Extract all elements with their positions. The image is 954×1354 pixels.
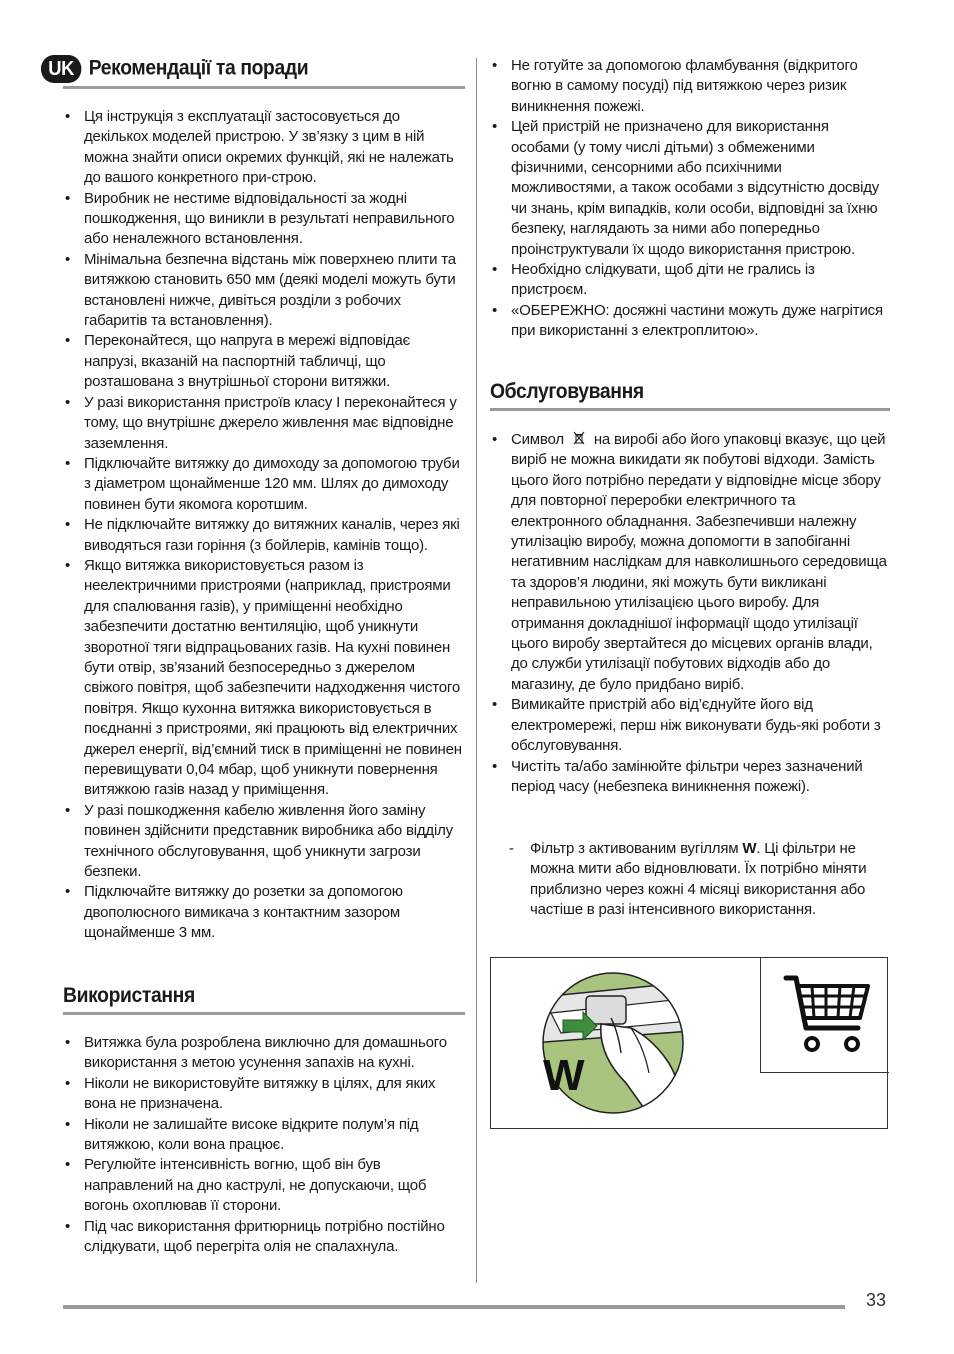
safety-list bbox=[490, 56, 890, 342]
section-rule bbox=[63, 1012, 465, 1015]
section-recommendations-heading bbox=[48, 55, 465, 89]
filter-code: W bbox=[742, 840, 757, 857]
crossed-bin-icon bbox=[572, 431, 586, 445]
list-item: • «ОБЕРЕЖНО: досяжні частини можуть дуже нагрітися при використанні з електроплитою». bbox=[490, 301, 890, 342]
shopping-cart-icon bbox=[782, 972, 872, 1057]
section-maintenance-heading bbox=[490, 379, 890, 411]
filter-illustration bbox=[490, 957, 888, 1129]
section-rule bbox=[63, 86, 465, 89]
list-item: • Підключайте витяжку до димоходу за допомогою труби з діаметром щонайменше 120 мм. Шлях до димоходу повинен бути якомога коротшим. bbox=[63, 454, 465, 515]
list-item: • Виробник не нестиме відповідальності за жодні пошкодження, що виникли в результаті неправильного або неналежного встановлення. bbox=[63, 189, 465, 250]
symbol-prefix: Символ bbox=[511, 431, 564, 448]
list-item: • Підключайте витяжку до розетки за допомогою двополюсного вимикача з контактним зазором щонайменше 3 мм. bbox=[63, 882, 465, 943]
list-item: • Чистіть та/або замінюйте фільтри через зазначений період часу (небезпека виникнення пожежі). bbox=[490, 757, 890, 798]
list-item: • Якщо витяжка використовується разом із неелектричними пристроями (наприклад, пристроями для спалювання газів), у приміщенні необхідно забезпечити достатню вентиляцію, щоб уникнути зворотної тяги відпрацьованих газів. На кухні повинен бути отвір, зв’язаний безпосередньо з джерелом свіжого повітря, щоб забезпечити надходження чистого повітря. Якщо кухонна витяжка використовується в поєднанні з пристроями, які працюють від електричних джерел енергії, від’ємний тиск в приміщенні не повинен перевищувати 0,04 мбар, щоб уникнути повернення витяжкою газів назад у приміщення. bbox=[63, 556, 465, 801]
list-item: • Під час використання фритюрниць потрібно постійно слідкувати, щоб перегріта олія не спалахнула. bbox=[63, 1217, 465, 1258]
list-item: • Не підключайте витяжку до витяжних каналів, через які виводяться гази горіння (з бойлерів, камінів тощо). bbox=[63, 515, 465, 556]
list-item: • Вимикайте пристрій або від’єднуйте його від електромережі, перш ніж виконувати будь-які роботи з обслуговування. bbox=[490, 695, 890, 756]
recommendations-list bbox=[63, 107, 465, 944]
list-item: • Необхідно слідкувати, щоб діти не грались із пристроєм. bbox=[490, 260, 890, 301]
list-item: • Регулюйте інтенсивність вогню, щоб він був направлений на дно каструлі, не допускаючи, щоб вогонь охоплював її сторони. bbox=[63, 1155, 465, 1216]
list-item: • Витяжка була розроблена виключно для домашнього використання з метою усунення запахів на кухні. bbox=[63, 1033, 465, 1074]
section-title: Рекомендації та поради bbox=[88, 56, 309, 80]
language-badge: UK bbox=[41, 55, 81, 83]
maintenance-list bbox=[490, 430, 890, 797]
usage-list bbox=[63, 1033, 465, 1257]
section-title: Обслуговування bbox=[490, 380, 644, 403]
list-item: • У разі використання пристроїв класу I переконайтеся у тому, що внутрішнє джерело живлення має відповідне заземлення. bbox=[63, 393, 465, 454]
cell-divider bbox=[760, 1072, 889, 1073]
list-item: • Переконайтеся, що напруга в мережі відповідає напрузі, вказаній на паспортній табличці, що розташована з внутрішньої сторони витяжки. bbox=[63, 331, 465, 392]
list-item: • Цей пристрій не призначено для використання особами (у тому числі дітьми) з обмеженими фізичними, сенсорними або психічними можливостями, а також особами з відсутністю досвіду чи знань, крім випадків, коли особи, відповідні за їхню безпеку, наглядають за ними або попередньо проінструктували їх щодо використання пристрою. bbox=[490, 117, 890, 260]
column-divider bbox=[476, 58, 477, 1283]
page-number: 33 bbox=[866, 1290, 887, 1310]
list-item: • У разі пошкодження кабелю живлення його заміну повинен здійснити представник виробника або відділу технічного обслуговування, щоб уникнути загрози безпеки. bbox=[63, 801, 465, 883]
filter-note-prefix: Фільтр з активованим вугіллям bbox=[530, 840, 739, 857]
hand-filter-icon bbox=[491, 958, 760, 1128]
dash-marker: - bbox=[509, 840, 514, 857]
footer-rule bbox=[63, 1305, 845, 1309]
list-item: • Ніколи не залишайте високе відкрите полум’я під витяжкою, коли вона працює. bbox=[63, 1115, 465, 1156]
section-rule bbox=[490, 408, 890, 411]
list-item: • Ця інструкція з експлуатації застосовується до декількох моделей пристрою. У зв’язку з цим в ній можна знайти описи окремих функцій, які не належать до вашого конкретного при-строю. bbox=[63, 107, 465, 189]
list-item bbox=[490, 430, 890, 695]
symbol-description: на виробі або його упаковці вказує, що цей виріб не можна викидати як побутові відходи. Замість цього його потрібно передати у відповідне місце збору для повторної переробки електричного та електронного обладнання. Забезпечивши належну утилізацію виробу, можна допомогти в запобіганні негативним наслідкам для навколишнього середовища та здоров’я людини, які можуть бути викликані неправильною утилізацією цього виробу. Для отримання докладнішої інформації щодо утилізації цього виробу звертайтеся до місцевих органів влади, до служби утилізації побутових відходів або до магазину, де було придбано виріб. bbox=[511, 431, 887, 693]
list-item: • Ніколи не використовуйте витяжку в цілях, для яких вона не призначена. bbox=[63, 1074, 465, 1115]
cell-divider bbox=[760, 958, 761, 1072]
section-title: Використання bbox=[63, 984, 195, 1007]
section-usage-heading bbox=[63, 983, 465, 1015]
filter-note-text: . Ці фільтри не можна мити або відновлювати. Їх потрібно міняти приблизно через кожні 4 місяці використання або частіше в разі інтенсивного використання. bbox=[530, 840, 867, 919]
filter-code-label: W bbox=[543, 1051, 585, 1100]
list-item: • Мінімальна безпечна відстань між поверхнею плити та витяжкою становить 650 мм (деякі моделі можуть бути встановлені нижче, дивіться розділи з робочих габаритів та встановлення). bbox=[63, 250, 465, 332]
filter-note bbox=[490, 839, 890, 921]
list-item: • Не готуйте за допомогою фламбування (відкритого вогню в самому посуді) під витяжкою через ризик виникнення пожежі. bbox=[490, 56, 890, 117]
